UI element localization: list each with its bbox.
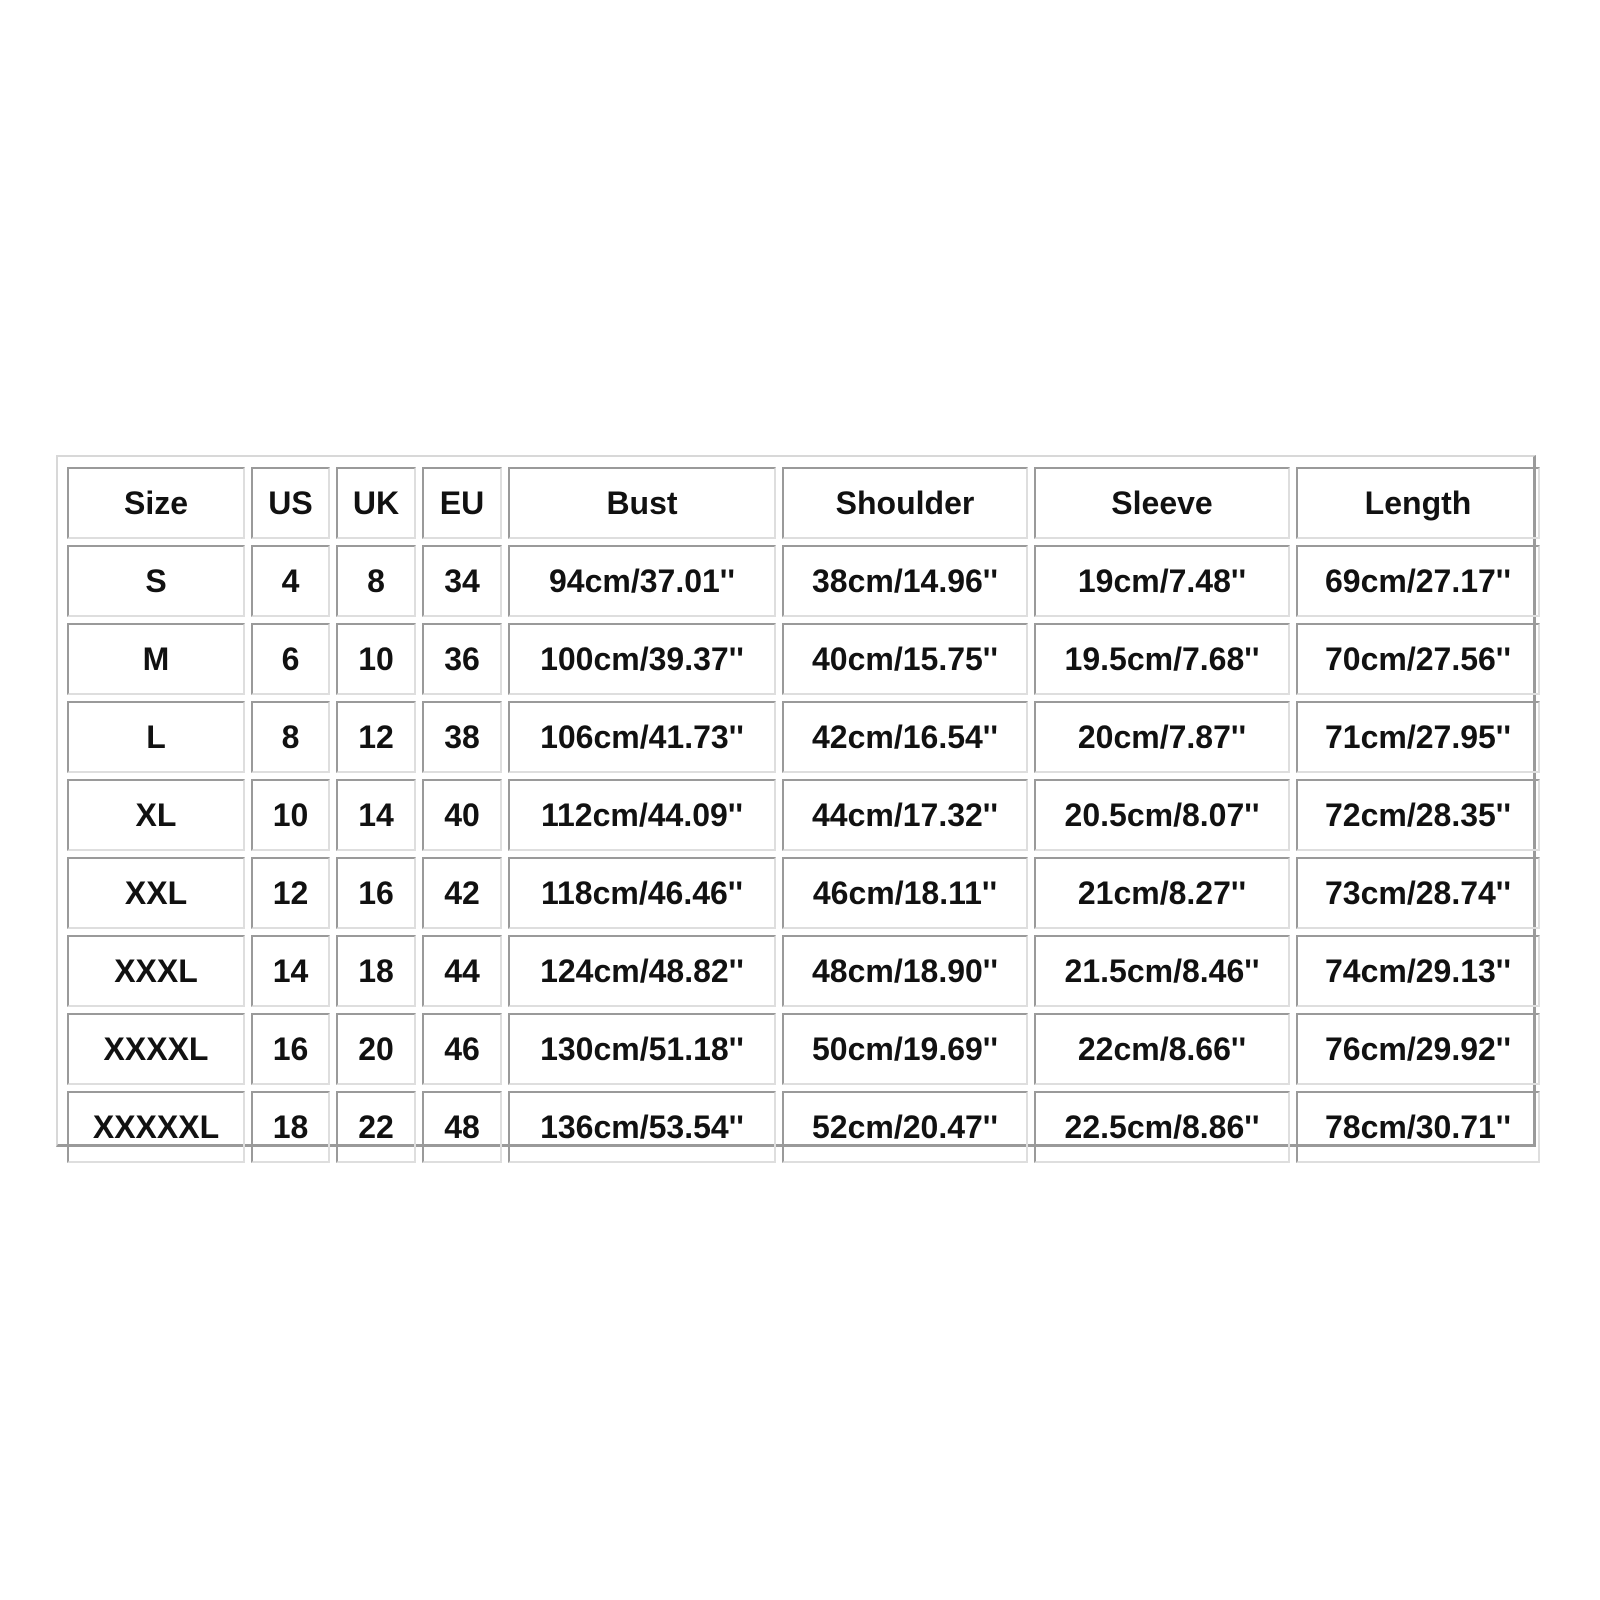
table-row	[67, 545, 1540, 617]
cell-uk: 22	[336, 1091, 416, 1163]
cell-shoulder: 44cm/17.32''	[782, 779, 1028, 851]
cell-sleeve: 20cm/7.87''	[1034, 701, 1290, 773]
cell-uk: 20	[336, 1013, 416, 1085]
table-row	[67, 1013, 1540, 1085]
cell-sleeve: 22cm/8.66''	[1034, 1013, 1290, 1085]
table-row	[67, 779, 1540, 851]
cell-sleeve: 19.5cm/7.68''	[1034, 623, 1290, 695]
cell-length: 73cm/28.74''	[1296, 857, 1540, 929]
cell-us: 14	[251, 935, 330, 1007]
cell-uk: 16	[336, 857, 416, 929]
column-header-sleeve: Sleeve	[1034, 467, 1290, 539]
cell-length: 78cm/30.71''	[1296, 1091, 1540, 1163]
cell-bust: 100cm/39.37''	[508, 623, 776, 695]
column-header-uk: UK	[336, 467, 416, 539]
cell-eu: 34	[422, 545, 502, 617]
cell-shoulder: 38cm/14.96''	[782, 545, 1028, 617]
table-row	[67, 623, 1540, 695]
cell-us: 10	[251, 779, 330, 851]
cell-us: 8	[251, 701, 330, 773]
column-header-size: Size	[67, 467, 245, 539]
cell-shoulder: 50cm/19.69''	[782, 1013, 1028, 1085]
cell-uk: 8	[336, 545, 416, 617]
cell-size: XXL	[67, 857, 245, 929]
cell-size: XXXXXL	[67, 1091, 245, 1163]
cell-bust: 118cm/46.46''	[508, 857, 776, 929]
table-row	[67, 857, 1540, 929]
cell-sleeve: 20.5cm/8.07''	[1034, 779, 1290, 851]
column-header-shoulder: Shoulder	[782, 467, 1028, 539]
cell-us: 4	[251, 545, 330, 617]
cell-shoulder: 52cm/20.47''	[782, 1091, 1028, 1163]
cell-length: 70cm/27.56''	[1296, 623, 1540, 695]
column-header-bust: Bust	[508, 467, 776, 539]
size-chart-table	[61, 461, 1546, 1169]
cell-eu: 40	[422, 779, 502, 851]
cell-size: S	[67, 545, 245, 617]
header-row	[67, 467, 1540, 539]
cell-eu: 38	[422, 701, 502, 773]
cell-length: 76cm/29.92''	[1296, 1013, 1540, 1085]
column-header-eu: EU	[422, 467, 502, 539]
cell-shoulder: 46cm/18.11''	[782, 857, 1028, 929]
cell-uk: 18	[336, 935, 416, 1007]
cell-bust: 106cm/41.73''	[508, 701, 776, 773]
cell-size: XXXL	[67, 935, 245, 1007]
cell-us: 18	[251, 1091, 330, 1163]
column-header-us: US	[251, 467, 330, 539]
cell-eu: 42	[422, 857, 502, 929]
cell-eu: 46	[422, 1013, 502, 1085]
cell-us: 16	[251, 1013, 330, 1085]
size-chart-frame	[56, 455, 1536, 1147]
table-row	[67, 1091, 1540, 1163]
cell-bust: 136cm/53.54''	[508, 1091, 776, 1163]
cell-sleeve: 22.5cm/8.86''	[1034, 1091, 1290, 1163]
cell-uk: 10	[336, 623, 416, 695]
cell-uk: 12	[336, 701, 416, 773]
cell-size: XXXXL	[67, 1013, 245, 1085]
cell-eu: 48	[422, 1091, 502, 1163]
cell-size: M	[67, 623, 245, 695]
cell-sleeve: 19cm/7.48''	[1034, 545, 1290, 617]
cell-sleeve: 21cm/8.27''	[1034, 857, 1290, 929]
cell-length: 71cm/27.95''	[1296, 701, 1540, 773]
cell-shoulder: 48cm/18.90''	[782, 935, 1028, 1007]
cell-size: L	[67, 701, 245, 773]
cell-length: 72cm/28.35''	[1296, 779, 1540, 851]
cell-eu: 44	[422, 935, 502, 1007]
cell-length: 74cm/29.13''	[1296, 935, 1540, 1007]
cell-shoulder: 40cm/15.75''	[782, 623, 1028, 695]
cell-size: XL	[67, 779, 245, 851]
cell-bust: 94cm/37.01''	[508, 545, 776, 617]
cell-bust: 112cm/44.09''	[508, 779, 776, 851]
cell-shoulder: 42cm/16.54''	[782, 701, 1028, 773]
cell-sleeve: 21.5cm/8.46''	[1034, 935, 1290, 1007]
cell-length: 69cm/27.17''	[1296, 545, 1540, 617]
table-row	[67, 935, 1540, 1007]
cell-eu: 36	[422, 623, 502, 695]
cell-us: 6	[251, 623, 330, 695]
cell-us: 12	[251, 857, 330, 929]
cell-bust: 124cm/48.82''	[508, 935, 776, 1007]
column-header-length: Length	[1296, 467, 1540, 539]
cell-uk: 14	[336, 779, 416, 851]
cell-bust: 130cm/51.18''	[508, 1013, 776, 1085]
table-row	[67, 701, 1540, 773]
